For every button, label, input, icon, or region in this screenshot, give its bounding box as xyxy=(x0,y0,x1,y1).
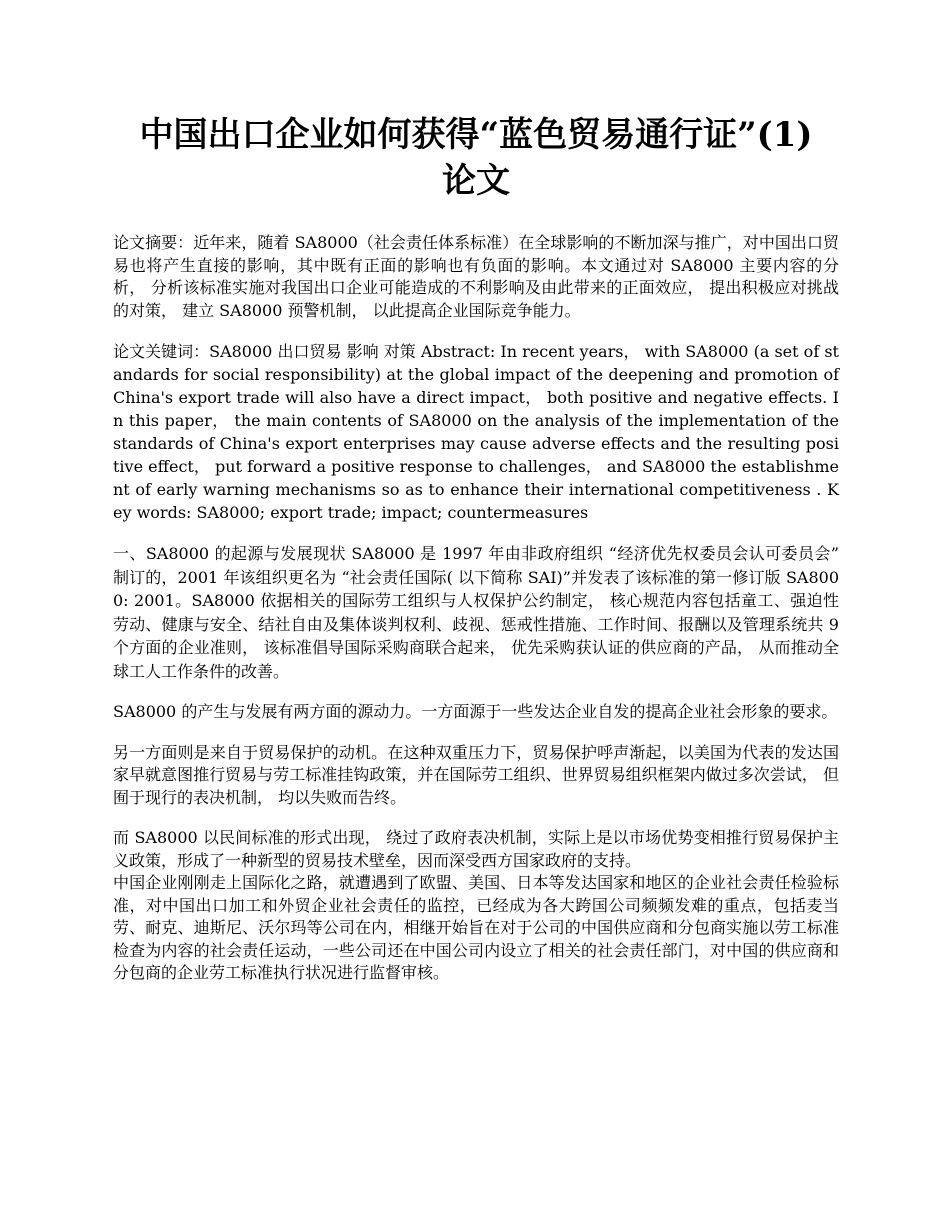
keywords-paragraph: 论文关键词：SA8000 出口贸易 影响 对策 Abstract: In recent years， with SA8000 (a set of standards for social responsibility) at the global impact of the deepening and promotion of China's export trade will also have a direct impact， both positive and negative effects. In this paper， the main contents of SA8000 on the analysis of the implementation of the standards of China's export enterprises may cause adverse effects and the resulting positive effect， put forward a positive response to challenges， and SA8000 the establishment of early warning mechanisms so as to enhance their international competitiveness . Key words: SA8000; export trade; impact; countermeasures xyxy=(113,342,839,522)
trade-protection-paragraph: 另一方面则是来自于贸易保护的动机。在这种双重压力下，贸易保护呼声渐起，以美国为代表的发达国家早就意图推行贸易与劳工标准挂钩政策，并在国际劳工组织、世界贸易组织框架内做过多次尝试， 但囿于现行的表决机制， 均以失败而告终。 xyxy=(113,742,839,807)
document-page xyxy=(113,112,839,985)
title-line-1: 中国出口企业如何获得“蓝色贸易通行证”(1) xyxy=(139,115,813,155)
chinese-enterprises-paragraph: 中国企业刚刚走上国际化之路，就遭遇到了欧盟、美国、日本等发达国家和地区的企业社会责任检验标准，对中国出口加工和外贸企业社会责任的监控，已经成为各大跨国公司频频发难的重点，包括麦当劳、耐克、迪斯尼、沃尔玛等公司在内，相继开始旨在对于公司的中国供应商和分包商实施以劳工标准检查为内容的社会责任运动，一些公司还在中国公司内设立了相关的社会责任部门，对中国的供应商和分包商的企业劳工标准执行状况进行监督审核。 xyxy=(113,873,839,982)
motive-paragraph: SA8000 的产生与发展有两方面的源动力。一方面源于一些发达企业自发的提高企业社会形象的要求。 xyxy=(113,702,838,721)
document-title xyxy=(113,112,839,204)
title-line-2: 论文 xyxy=(442,161,510,201)
abstract-paragraph: 论文摘要：近年来，随着 SA8000（社会责任体系标准）在全球影响的不断加深与推广，对中国出口贸易也将产生直接的影响，其中既有正面的影响也有负面的影响。本文通过对 SA8000 主要内容的分析， 分析该标准实施对我国出口企业可能造成的不利影响及由此带来的正面效应， 提出积极应对挑战的对策， 建立 SA8000 预警机制， 以此提高企业国际竞争能力。 xyxy=(113,233,839,320)
civil-standard-paragraph: 而 SA8000 以民间标准的形式出现， 绕过了政府表决机制，实际上是以市场优势变相推行贸易保护主义政策，形成了一种新型的贸易技术壁垒，因而深受西方国家政府的支持。 xyxy=(113,828,839,870)
origin-paragraph: 一、SA8000 的起源与发展现状 SA8000 是 1997 年由非政府组织 “经济优先权委员会认可委员会” 制订的，2001 年该组织更名为 “社会责任国际( 以下简称 SAI)”并发表了该标准的第一修订版 SA8000: 2001。SA8000 依据相关的国际劳工组织与人权保护公约制定， 核心规范内容包括童工、强迫性劳动、健康与安全、结社自由及集体谈判权利、歧视、惩戒性措施、工作时间、报酬以及管理系统共 9 个方面的企业准则， 该标准倡导国际采购商联合起来， 优先采购获认证的供应商的产品， 从而推动全球工人工作条件的改善。 xyxy=(113,544,839,681)
